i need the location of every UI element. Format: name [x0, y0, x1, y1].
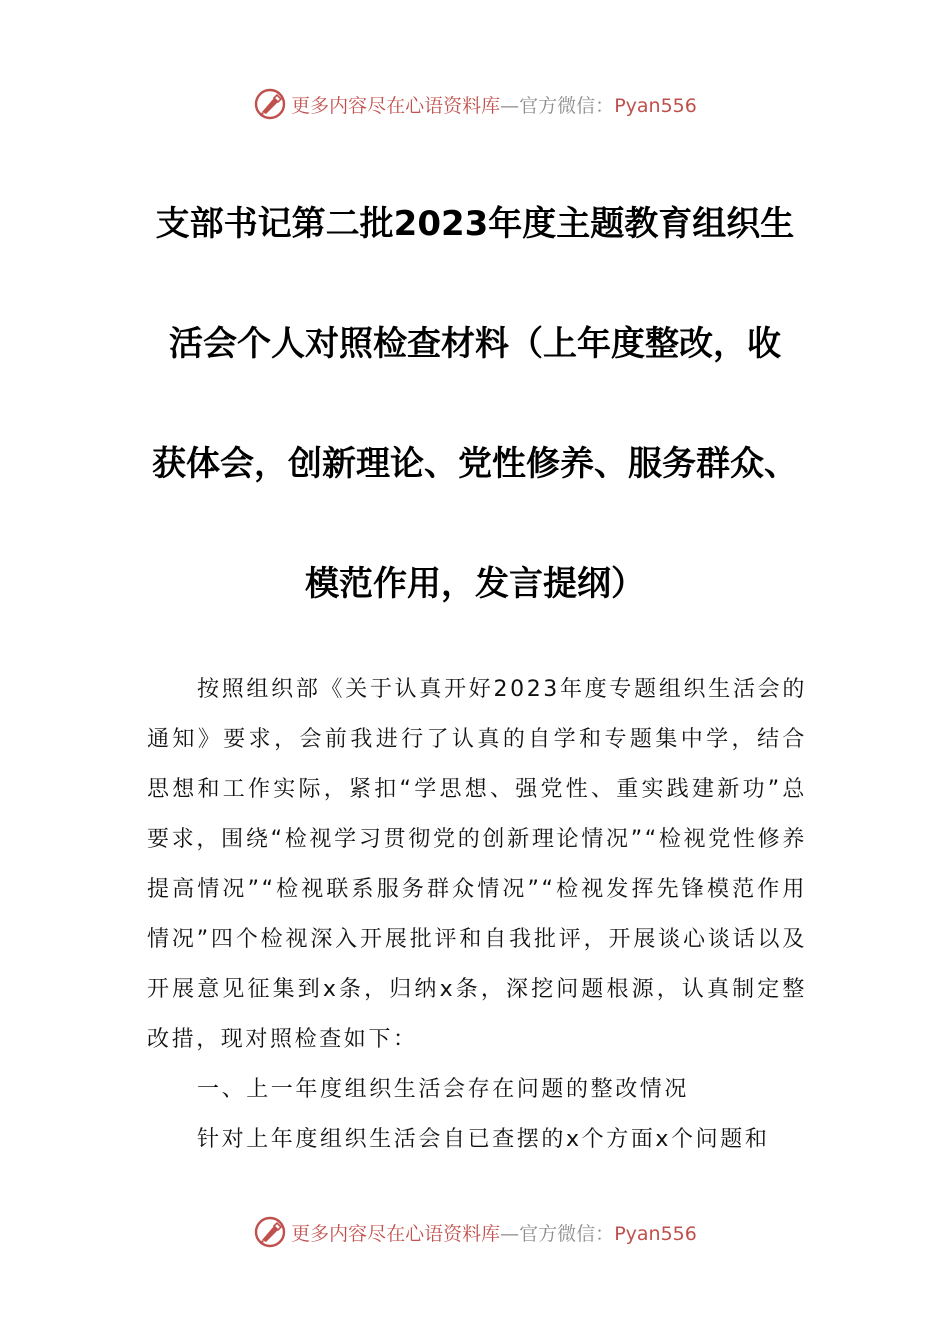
watermark-wechat-id: Pyan556	[614, 94, 697, 117]
section-paragraph: 针对上年度组织生活会自已查摆的x个方面x个问题和	[197, 1127, 770, 1152]
pen-nib-logo-icon	[253, 1215, 287, 1249]
title-line: 获体会，创新理论、党性修养、服务群众、	[152, 444, 798, 484]
watermark-wechat-id: Pyan556	[614, 1222, 697, 1245]
watermark-dash: —	[500, 1222, 520, 1245]
header-watermark	[0, 84, 950, 124]
title-line: 支部书记第二批2023年度主题教育组织生	[155, 204, 795, 244]
watermark-label: 官方微信：	[519, 1222, 615, 1245]
watermark-site: 更多内容尽在心语资料库	[291, 1222, 501, 1245]
section-heading: 一、上一年度组织生活会存在问题的整改情况	[197, 1077, 690, 1102]
watermark-label: 官方微信：	[519, 94, 615, 117]
title-line: 模范作用，发言提纲）	[305, 564, 645, 604]
pen-nib-logo-icon	[253, 87, 287, 121]
document-body	[147, 665, 807, 1165]
document-title	[120, 164, 830, 644]
title-line: 活会个人对照检查材料（上年度整改，收	[169, 324, 781, 364]
watermark-text	[291, 1219, 697, 1246]
footer-watermark	[0, 1212, 950, 1252]
watermark-text	[291, 91, 697, 118]
intro-paragraph: 按照组织部《关于认真开好2023年度专题组织生活会的通知》要求，会前我进行了认真的自学和专题集中学，结合思想和工作实际，紧扣“学思想、强党性、重实践建新功”总要求，围绕“检视学习贯彻党的创新理论情况”“检视党性修养提高情况”“检视联系服务群众情况”“检视发挥先锋模范作用情况”四个检视深入开展批评和自我批评，开展谈心谈话以及开展意见征集到x条，归纳x条，深挖问题根源，认真制定整改措，现对照检查如下：	[147, 677, 807, 1052]
watermark-dash: —	[500, 94, 520, 117]
watermark-site: 更多内容尽在心语资料库	[291, 94, 501, 117]
